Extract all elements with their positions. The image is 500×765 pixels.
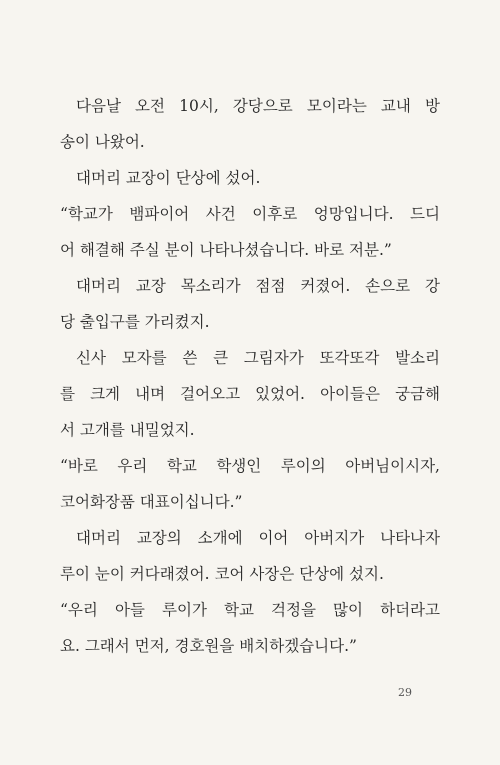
text-line: 대머리 교장의 소개에 이어 아버지가 나타나자 xyxy=(76,529,440,547)
text-line: 서 고개를 내밀었지. xyxy=(60,421,195,439)
text-line: 대머리 교장 목소리가 점점 커졌어. 손으로 강 xyxy=(76,277,440,295)
text-line: 대머리 교장이 단상에 섰어. xyxy=(76,169,261,187)
text-line: 요. 그래서 먼저, 경호원을 배치하겠습니다.” xyxy=(60,637,357,655)
text-line: 당 출입구를 가리켰지. xyxy=(60,313,210,331)
text-line: 를 크게 내며 걸어오고 있었어. 아이들은 궁금해 xyxy=(60,385,440,403)
text-line: 코어화장품 대표이십니다.” xyxy=(60,493,243,511)
text-line: “학교가 뱀파이어 사건 이후로 엉망입니다. 드디 xyxy=(60,205,440,223)
text-line: 신사 모자를 쓴 큰 그림자가 또각또각 발소리 xyxy=(76,349,440,367)
text-line: 송이 나왔어. xyxy=(60,133,145,151)
page-number: 29 xyxy=(398,686,412,699)
body-text xyxy=(60,88,440,664)
text-line: 다음날 오전 10시, 강당으로 모이라는 교내 방 xyxy=(76,97,440,115)
text-line: “바로 우리 학교 학생인 루이의 아버님이시자, xyxy=(60,457,440,475)
text-line: 어 해결해 주실 분이 나타나셨습니다. 바로 저분.” xyxy=(60,241,392,259)
text-line: 루이 눈이 커다래졌어. 코어 사장은 단상에 섰지. xyxy=(60,565,384,583)
text-line: “우리 아들 루이가 학교 걱정을 많이 하더라고 xyxy=(60,601,440,619)
